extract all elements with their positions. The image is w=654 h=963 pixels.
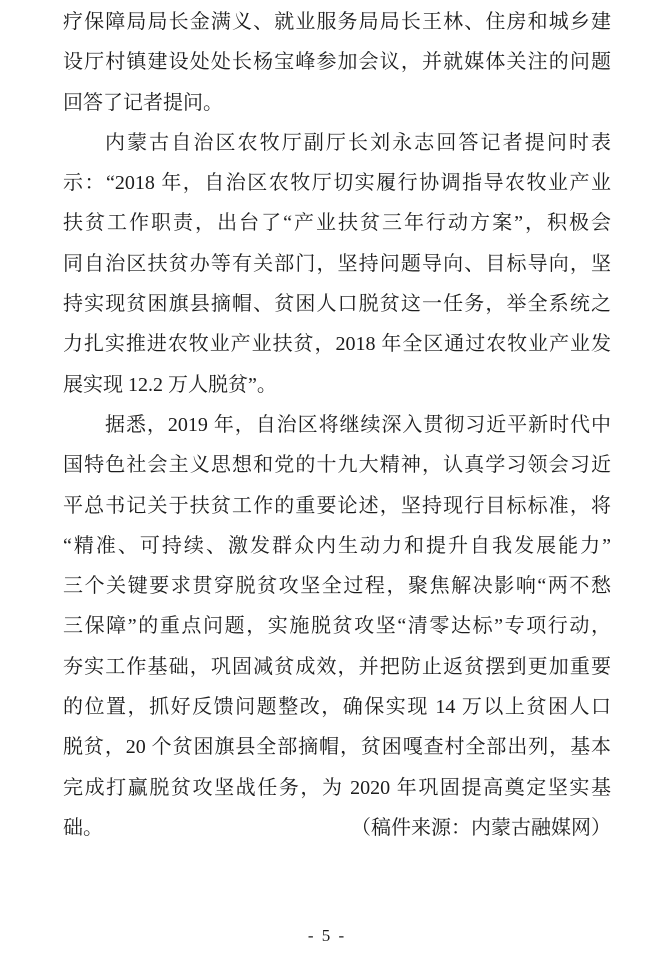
document-line: 展实现 12.2 万人脱贫”。 bbox=[63, 373, 277, 396]
document-line: 设厅村镇建设处处长杨宝峰参加会议，并就媒体关注的问题 bbox=[63, 51, 611, 74]
source-attribution: （稿件来源：内蒙古融媒网） bbox=[351, 816, 611, 839]
document-line: 疗保障局局长金满义、就业服务局局长王林、住房和城乡建 bbox=[63, 11, 611, 33]
document-line-paragraph-start: 据悉，2019 年，自治区将继续深入贯彻习近平新时代中 bbox=[105, 413, 611, 436]
document-line: 脱贫，20 个贫困旗县全部摘帽，贫困嘎查村全部出列，基本 bbox=[63, 736, 611, 759]
document-line: 回答了记者提问。 bbox=[63, 91, 223, 114]
document-text-block bbox=[63, 2, 611, 848]
document-line: 平总书记关于扶贫工作的重要论述，坚持现行目标标准，将 bbox=[63, 494, 611, 517]
document-line: 力扎实推进农牧业产业扶贫，2018 年全区通过农牧业产业发 bbox=[63, 333, 611, 356]
document-line: “精准、可持续、激发群众内生动力和提升自我发展能力” bbox=[63, 534, 611, 557]
document-line: 同自治区扶贫办等有关部门，坚持问题导向、目标导向，坚 bbox=[63, 252, 611, 275]
document-line: 夯实工作基础，巩固减贫成效，并把防止返贫摆到更加重要 bbox=[63, 655, 611, 678]
paragraph-end-text: 础。 bbox=[63, 816, 103, 839]
document-line-paragraph-start: 内蒙古自治区农牧厅副厅长刘永志回答记者提问时表 bbox=[105, 131, 611, 154]
page-number: - 5 - bbox=[307, 926, 347, 945]
document-line: 的位置，抓好反馈问题整改，确保实现 14 万以上贫困人口 bbox=[63, 696, 611, 719]
document-line: 示：“2018 年，自治区农牧厅切实履行协调指导农牧业产业 bbox=[63, 172, 611, 195]
document-line: 持实现贫困旗县摘帽、贫困人口脱贫这一任务，举全系统之 bbox=[63, 293, 611, 316]
document-line: 三个关键要求贯穿脱贫攻坚全过程，聚焦解决影响“两不愁 bbox=[63, 575, 611, 598]
document-line: 国特色社会主义思想和党的十九大精神，认真学习领会习近 bbox=[63, 454, 611, 477]
document-line: 扶贫工作职责，出台了“产业扶贫三年行动方案”，积极会 bbox=[63, 212, 611, 235]
document-line: 完成打赢脱贫攻坚战任务，为 2020 年巩固提高奠定坚实基 bbox=[63, 776, 611, 799]
document-closing-line bbox=[63, 808, 611, 848]
document-line: 三保障”的重点问题，实施脱贫攻坚“清零达标”专项行动， bbox=[63, 615, 611, 638]
